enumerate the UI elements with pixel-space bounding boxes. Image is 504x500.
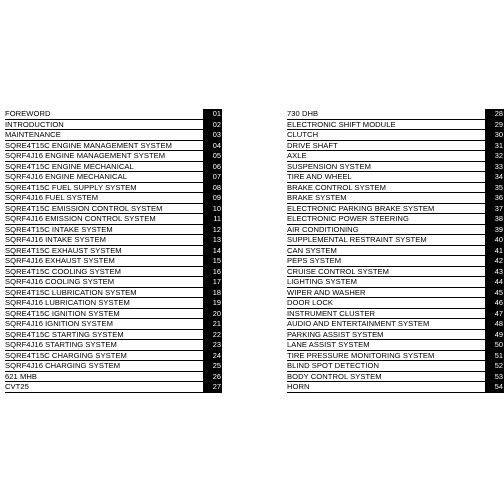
toc-entry-label: BRAKE SYSTEM [287, 193, 347, 202]
toc-entry[interactable] [5, 382, 222, 393]
toc-entry-number: 18 [203, 288, 222, 298]
toc-entry[interactable] [5, 340, 222, 351]
toc-entry-label: TIRE PRESSURE MONITORING SYSTEM [287, 350, 435, 360]
toc-entry-number: 34 [485, 172, 504, 182]
toc-entry-number: 22 [203, 330, 222, 340]
toc-entry-number: 11 [203, 214, 222, 224]
toc-entry-label: SQRE4T15C CHARGING SYSTEM [5, 350, 127, 360]
toc-entry-number: 28 [485, 109, 504, 119]
toc-entry-number: 19 [203, 298, 222, 308]
toc-entry-number: 23 [203, 340, 222, 350]
toc-entry-number: 30 [485, 130, 504, 140]
toc-entry-number: 14 [203, 246, 222, 256]
toc-entry-number: 13 [203, 235, 222, 245]
toc-entry-label: DOOR LOCK [287, 298, 334, 307]
toc-entry-number: 02 [203, 120, 222, 130]
toc-entry[interactable] [5, 277, 222, 288]
toc-entry[interactable] [287, 330, 504, 341]
toc-entry[interactable] [287, 256, 504, 267]
toc-entry-label: BLIND SPOT DETECTION [287, 361, 379, 370]
toc-entry[interactable] [287, 193, 504, 204]
toc-entry-label: SQRF4J16 ENGINE MECHANICAL [5, 172, 127, 181]
toc-entry-number: 08 [203, 183, 222, 193]
toc-entry-number: 21 [203, 319, 222, 329]
toc-entry-number: 31 [485, 141, 504, 151]
toc-entry-label: INTRODUCTION [5, 119, 64, 129]
toc-entry[interactable] [287, 298, 504, 309]
toc-right-column [287, 109, 504, 393]
toc-entry-number: 53 [485, 372, 504, 382]
toc-entry-number: 10 [203, 204, 222, 214]
toc-entry-label: SQRE4T15C EMISSION CONTROL SYSTEM [5, 203, 163, 213]
toc-entry-label: CRUISE CONTROL SYSTEM [287, 266, 390, 276]
toc-entry-label: SQRF4J16 ENGINE MANAGEMENT SYSTEM [5, 151, 166, 160]
toc-left-column [5, 109, 222, 393]
toc-entry-number: 44 [485, 277, 504, 287]
toc-entry-number: 38 [485, 214, 504, 224]
toc-entry-label: AXLE [287, 151, 307, 160]
toc-entry-number: 47 [485, 309, 504, 319]
toc-entry-number: 16 [203, 267, 222, 277]
toc-entry-number: 25 [203, 361, 222, 371]
toc-entry-label: SQRE4T15C LUBRICATION SYSTEM [5, 287, 137, 297]
toc-entry-label: SQRE4T15C COOLING SYSTEM [5, 266, 121, 276]
toc-entry-number: 17 [203, 277, 222, 287]
toc-entry[interactable] [5, 235, 222, 246]
toc-entry[interactable] [287, 309, 504, 320]
toc-entry-number: 05 [203, 151, 222, 161]
toc-entry[interactable] [287, 225, 504, 236]
toc-entry-label: SQRF4J16 FUEL SYSTEM [5, 193, 99, 202]
toc-entry-number: 51 [485, 351, 504, 361]
toc-entry-label: ELECTRONIC POWER STEERING [287, 214, 409, 223]
toc-entry-label: AIR CONDITIONING [287, 224, 359, 234]
toc-entry-label: CVT25 [5, 382, 29, 391]
toc-entry[interactable] [287, 277, 504, 288]
toc-entry-number: 41 [485, 246, 504, 256]
toc-entry[interactable] [287, 120, 504, 131]
toc-entry[interactable] [287, 340, 504, 351]
toc-entry[interactable] [287, 204, 504, 215]
toc-entry[interactable] [287, 130, 504, 141]
toc-entry-number: 33 [485, 162, 504, 172]
toc-entry-number: 42 [485, 256, 504, 266]
toc-entry-label: SQRE4T15C EXHAUST SYSTEM [5, 245, 122, 255]
toc-entry-number: 40 [485, 235, 504, 245]
toc-entry-label: SQRF4J16 EXHAUST SYSTEM [5, 256, 115, 265]
toc-entry-number: 04 [203, 141, 222, 151]
toc-entry-label: SQRE4T15C INTAKE SYSTEM [5, 224, 113, 234]
toc-entry-label: SQRE4T15C STARTING SYSTEM [5, 329, 124, 339]
toc-entry[interactable] [287, 361, 504, 372]
toc-entry[interactable] [5, 151, 222, 162]
toc-entry[interactable] [5, 361, 222, 372]
toc-entry[interactable] [5, 351, 222, 362]
toc-entry-number: 27 [203, 382, 222, 392]
toc-entry[interactable] [287, 141, 504, 152]
toc-entry[interactable] [287, 288, 504, 299]
toc-entry-number: 48 [485, 319, 504, 329]
toc-entry[interactable] [287, 351, 504, 362]
toc-entry-label: SQRE4T15C ENGINE MANAGEMENT SYSTEM [5, 140, 172, 150]
toc-entry-number: 29 [485, 120, 504, 130]
toc-entry[interactable] [5, 183, 222, 194]
toc-entry-label: SUPPLEMENTAL RESTRAINT SYSTEM [287, 235, 427, 244]
toc-entry[interactable] [5, 330, 222, 341]
toc-entry-number: 32 [485, 151, 504, 161]
toc-entry-number: 01 [203, 109, 222, 119]
toc-entry[interactable] [5, 109, 222, 120]
toc-entry[interactable] [287, 109, 504, 120]
toc-entry-label: ELECTRONIC SHIFT MODULE [287, 119, 396, 129]
toc-entry[interactable] [5, 309, 222, 320]
toc-entry-label: SQRF4J16 INTAKE SYSTEM [5, 235, 106, 244]
toc-entry[interactable] [5, 120, 222, 131]
toc-entry[interactable] [5, 246, 222, 257]
toc-entry-label: SQRE4T15C ENGINE MECHANICAL [5, 161, 134, 171]
toc-entry[interactable] [5, 256, 222, 267]
toc-entry[interactable] [287, 183, 504, 194]
toc-entry[interactable] [5, 319, 222, 330]
toc-entry-number: 52 [485, 361, 504, 371]
toc-entry-number: 09 [203, 193, 222, 203]
toc-entry[interactable] [5, 130, 222, 141]
toc-entry[interactable] [287, 214, 504, 225]
toc-entry-number: 45 [485, 288, 504, 298]
toc-entry[interactable] [287, 172, 504, 183]
toc-entry-label: WIPER AND WASHER [287, 287, 366, 297]
toc-entry-label: MAINTENANCE [5, 130, 61, 139]
toc-entry-number: 06 [203, 162, 222, 172]
toc-entry-label: SQRF4J16 IGNITION SYSTEM [5, 319, 113, 328]
toc-entry-label: CAN SYSTEM [287, 245, 337, 255]
toc-entry-label: CLUTCH [287, 130, 319, 139]
toc-entry-number: 15 [203, 256, 222, 266]
toc-entry-label: BODY CONTROL SYSTEM [287, 371, 382, 381]
toc-entry[interactable] [287, 246, 504, 257]
toc-entry[interactable] [287, 162, 504, 173]
toc-entry-number: 37 [485, 204, 504, 214]
toc-entry-number: 43 [485, 267, 504, 277]
toc-entry-number: 46 [485, 298, 504, 308]
toc-entry-number: 03 [203, 130, 222, 140]
toc-entry-label: SUSPENSION SYSTEM [287, 161, 371, 171]
toc-entry[interactable] [287, 235, 504, 246]
toc-entry[interactable] [5, 214, 222, 225]
toc-entry-label: LANE ASSIST SYSTEM [287, 340, 370, 349]
toc-entry-number: 39 [485, 225, 504, 235]
toc-entry[interactable] [287, 382, 504, 393]
toc-entry-label: 621 MHB [5, 371, 38, 381]
toc-entry-number: 12 [203, 225, 222, 235]
toc-entry-label: DRIVE SHAFT [287, 140, 338, 150]
toc-entry-label: SQRF4J16 STARTING SYSTEM [5, 340, 117, 349]
toc-entry-label: INSTRUMENT CLUSTER [287, 308, 376, 318]
toc-entry-number: 26 [203, 372, 222, 382]
toc-entry[interactable] [287, 319, 504, 330]
toc-entry-number: 54 [485, 382, 504, 392]
toc-entry-label: SQRF4J16 EMISSION CONTROL SYSTEM [5, 214, 156, 223]
toc-entry[interactable] [5, 298, 222, 309]
toc-entry[interactable] [287, 372, 504, 383]
toc-entry-label: ELECTRONIC PARKING BRAKE SYSTEM [287, 203, 435, 213]
toc-entry-label: FOREWORD [5, 109, 51, 118]
toc-entry-label: HORN [287, 382, 310, 391]
toc-entry-number: 50 [485, 340, 504, 350]
toc-entry[interactable] [5, 162, 222, 173]
toc-entry[interactable] [5, 204, 222, 215]
toc-entry[interactable] [5, 372, 222, 383]
toc-entry-label: PARKING ASSIST SYSTEM [287, 329, 384, 339]
toc-entry-label: LIGHTING SYSTEM [287, 277, 357, 286]
toc-entry[interactable] [287, 151, 504, 162]
toc-entry-label: TIRE AND WHEEL [287, 172, 352, 181]
toc-entry-number: 36 [485, 193, 504, 203]
toc-entry-label: PEPS SYSTEM [287, 256, 342, 265]
toc-entry[interactable] [5, 267, 222, 278]
toc-entry[interactable] [5, 172, 222, 183]
toc-entry[interactable] [5, 288, 222, 299]
toc-entry[interactable] [287, 267, 504, 278]
toc-entry[interactable] [5, 141, 222, 152]
toc-entry-label: BRAKE CONTROL SYSTEM [287, 182, 387, 192]
toc-entry-number: 24 [203, 351, 222, 361]
toc-entry-number: 07 [203, 172, 222, 182]
toc-entry-label: 730 DHB [287, 109, 319, 118]
toc-entry-number: 35 [485, 183, 504, 193]
toc-entry-number: 49 [485, 330, 504, 340]
toc-entry[interactable] [5, 225, 222, 236]
toc-entry-label: SQRE4T15C FUEL SUPPLY SYSTEM [5, 182, 137, 192]
toc-entry-number: 20 [203, 309, 222, 319]
toc-entry-label: SQRF4J16 LUBRICATION SYSTEM [5, 298, 130, 307]
toc-entry-label: SQRE4T15C IGNITION SYSTEM [5, 308, 120, 318]
toc-entry-label: AUDIO AND ENTERTAINMENT SYSTEM [287, 319, 430, 328]
toc-entry-label: SQRF4J16 CHARGING SYSTEM [5, 361, 121, 370]
toc-entry[interactable] [5, 193, 222, 204]
toc-entry-label: SQRF4J16 COOLING SYSTEM [5, 277, 115, 286]
